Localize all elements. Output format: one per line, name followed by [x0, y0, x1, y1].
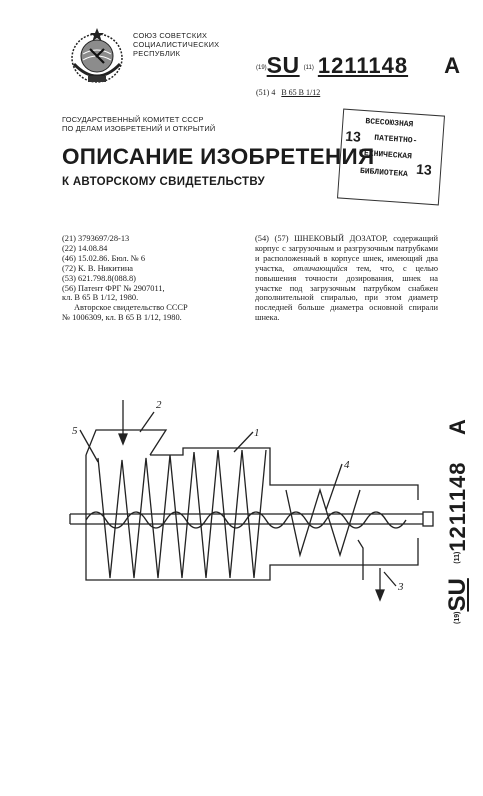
side-code-19: (19) [454, 611, 461, 624]
kind-code: A [444, 53, 460, 78]
patent-number: 1211148 [317, 53, 409, 78]
drawing-label: 5 [72, 425, 78, 437]
biblio-line: (22) 14.08.84 [62, 243, 108, 253]
ipc-code: (51) 4 [256, 88, 276, 97]
country-line: СОЮЗ СОВЕТСКИХ [133, 31, 208, 40]
country-line: РЕСПУБЛИК [133, 49, 181, 58]
ussr-emblem-icon [66, 24, 128, 88]
stamp-line: БИБЛИОТЕКА [359, 166, 409, 180]
biblio-line: (21) 3793697/28-13 [62, 234, 130, 243]
abstract-title: ШНЕКОВЫЙ ДОЗАТОР [294, 234, 386, 243]
side-code-11: (11) [454, 551, 461, 564]
code-11: (11) [303, 65, 314, 71]
abstract-italic: отличающийся [293, 263, 348, 273]
biblio-line: (46) 15.02.86. Бюл. № 6 [62, 253, 146, 263]
abstract [255, 234, 438, 323]
abstract-text: тем, что, с целью повышения точности дозирования, шнек на участке под загрузочным патрубком снабжен дополнительной спиралью, при этом диаметр последней больше диаметра основной спирали шнека. [255, 263, 438, 323]
country-code: SU [266, 52, 300, 78]
committee-line: ГОСУДАРСТВЕННЫЙ КОМИТЕТ СССР [62, 115, 204, 124]
country-name [133, 31, 219, 58]
code-19: (19) [256, 65, 267, 71]
ipc-classification [256, 88, 320, 97]
stamp-number-right: 13 [415, 160, 433, 178]
drawing-label: 3 [398, 581, 404, 593]
committee [62, 115, 215, 133]
drawing-label: 2 [156, 399, 162, 411]
abstract-code: (54) (57) [255, 234, 289, 243]
ipc-value: B 65 B 1/12 [281, 88, 321, 97]
abstract-text: , содержащий корпус с загрузочным и разгрузочным патрубками и расположенный в корпусе шнек, имеющий два участка, [255, 234, 439, 273]
side-patent-number [444, 392, 472, 624]
document-title: ОПИСАНИЕ ИЗОБРЕТЕНИЯ [62, 144, 375, 169]
document-subtitle: К АВТОРСКОМУ СВИДЕТЕЛЬСТВУ [62, 176, 265, 188]
biblio-line: Авторское свидетельство СССР [74, 303, 188, 313]
patent-header [256, 52, 460, 79]
screw-dispenser-drawing [58, 390, 438, 620]
stamp-line: ПАТЕНТНО- [373, 133, 418, 146]
drawing-label: 1 [254, 427, 260, 439]
committee-line: ПО ДЕЛАМ ИЗОБРЕТЕНИЙ И ОТКРЫТИЙ [62, 124, 216, 133]
drawing-label: 4 [344, 459, 350, 471]
biblio-line: № 1006309, кл. B 65 B 1/12, 1980. [62, 313, 182, 323]
biblio-line: кл. B 65 B 1/12, 1980. [62, 293, 139, 303]
biblio-line: (53) 621.798.8(088.8) [62, 273, 136, 283]
side-patent-no: 1211148 [445, 461, 470, 552]
library-stamp [337, 109, 445, 206]
stamp-line: ВСЕСОЮЗНАЯ [365, 117, 414, 130]
country-line: СОЦИАЛИСТИЧЕСКИХ [133, 40, 220, 49]
stamp-number-left: 13 [344, 127, 362, 145]
stamp-line: ТЕХНИЧЕСКАЯ [358, 148, 413, 162]
biblio-line: (56) Патент ФРГ № 2907011, [62, 283, 165, 293]
bibliographic-data [62, 234, 237, 323]
biblio-line: (72) К. В. Никитина [62, 263, 134, 273]
side-country-code: SU [444, 578, 471, 612]
side-kind: A [445, 419, 470, 435]
